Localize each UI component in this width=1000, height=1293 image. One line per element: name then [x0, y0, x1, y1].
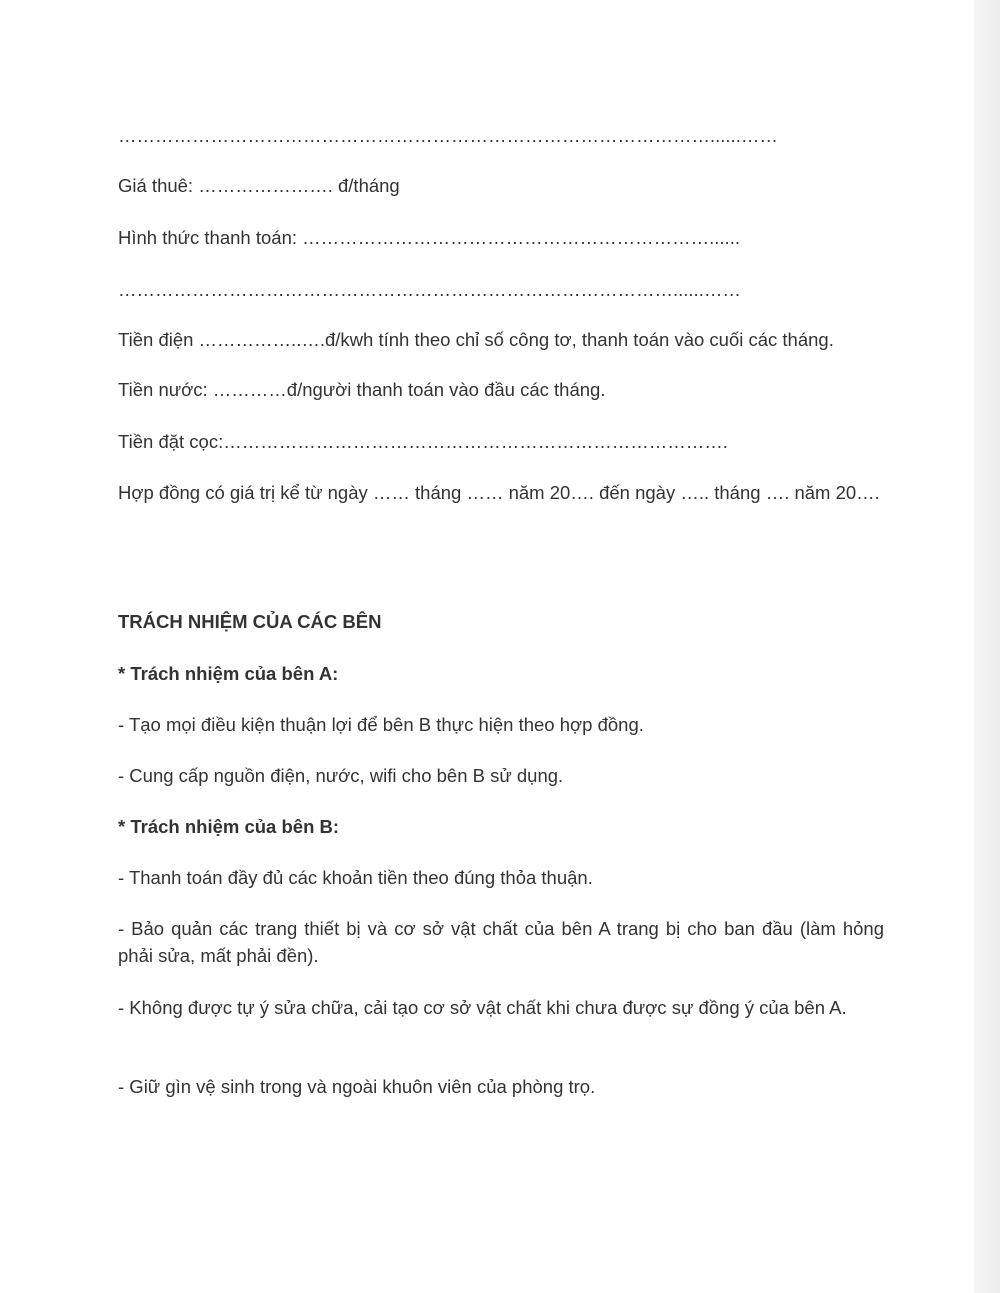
- blank-fill-line-2: ………………………………………………………………………………......……: [118, 279, 741, 300]
- party-b-item: - Giữ gìn vệ sinh trong và ngoài khuôn viên của phòng trọ.: [118, 1076, 596, 1097]
- party-b-item: - Bảo quản các trang thiết bị và cơ sở vật chất của bên A trang bị cho ban đầu (làm hỏng phải sửa, mất phải đền).: [118, 918, 884, 966]
- blank-fill-line: ……………………………………………………………………………………......……: [118, 125, 778, 146]
- electricity-fee-line: Tiền điện ……………..….đ/kwh tính theo chỉ số công tơ, thanh toán vào cuối các tháng.: [118, 329, 834, 350]
- party-b-heading: * Trách nhiệm của bên B:: [118, 816, 340, 837]
- party-a-item: - Tạo mọi điều kiện thuận lợi để bên B thực hiện theo hợp đồng.: [118, 714, 644, 735]
- party-b-item: - Thanh toán đầy đủ các khoản tiền theo đúng thỏa thuận.: [118, 867, 593, 888]
- rent-price-line: Giá thuê: …………………. đ/tháng: [118, 175, 400, 196]
- page-edge: [974, 0, 1000, 1293]
- water-fee-line: Tiền nước: …………đ/người thanh toán vào đầu các tháng.: [118, 379, 606, 400]
- party-a-heading: * Trách nhiệm của bên A:: [118, 663, 339, 684]
- contract-validity-line: Hợp đồng có giá trị kể từ ngày …… tháng …… năm 20…. đến ngày ….. tháng …. năm 20….: [118, 482, 880, 503]
- deposit-line: Tiền đặt cọc:……………………………………………………………………….: [118, 431, 728, 452]
- section-title: TRÁCH NHIỆM CỦA CÁC BÊN: [118, 611, 382, 632]
- party-a-item: - Cung cấp nguồn điện, nước, wifi cho bên B sử dụng.: [118, 765, 564, 786]
- party-b-item: - Không được tự ý sửa chữa, cải tạo cơ sở vật chất khi chưa được sự đồng ý của bên A.: [118, 997, 847, 1018]
- payment-method-line: Hình thức thanh toán: …………………………………………………………......: [118, 227, 740, 248]
